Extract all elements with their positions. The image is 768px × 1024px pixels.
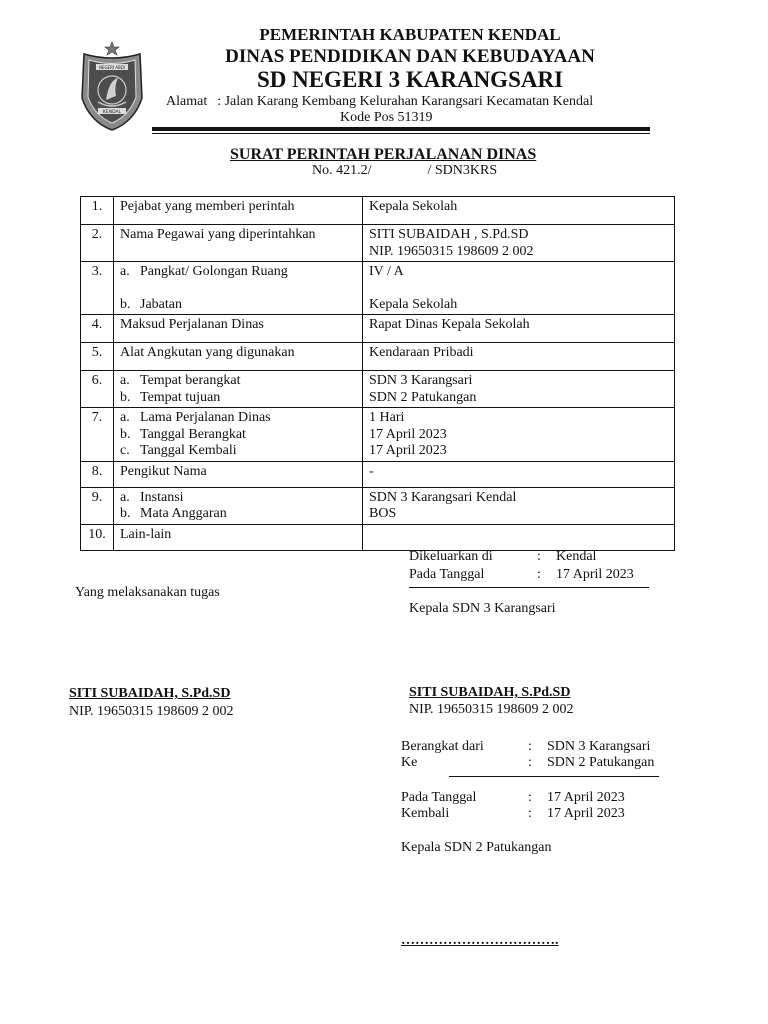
row-label: Alat Angkutan yang digunakan: [114, 343, 363, 371]
svg-text:NEGERI ABDI: NEGERI ABDI: [98, 65, 126, 70]
row-value: [363, 262, 675, 315]
row-number: 2.: [81, 225, 114, 262]
row-value: -: [363, 461, 675, 487]
departure-date: 17 April 2023: [369, 426, 447, 442]
row-value: Kendaraan Pribadi: [363, 343, 675, 371]
header-department: DINAS PENDIDIKAN DAN KEBUDAYAAN: [225, 46, 595, 67]
row-number: 6.: [81, 371, 114, 408]
institution-value: SDN 3 Karangsari Kendal: [369, 489, 517, 505]
sub-label: Tanggal Berangkat: [140, 426, 246, 442]
depart-from-label: Berangkat dari: [401, 739, 484, 754]
row-number: 7.: [81, 408, 114, 462]
row-value: [363, 408, 675, 462]
row-label: [114, 371, 363, 408]
kendal-regency-emblem: [76, 40, 148, 132]
sub-label: Instansi: [140, 489, 184, 505]
return-date: 17 April 2023: [369, 443, 447, 458]
employee-nip: NIP. 19650315 198609 2 002: [369, 243, 534, 259]
sub-label: Tanggal Kembali: [140, 443, 237, 458]
issuer-title: Kepala SDN 3 Karangsari: [409, 601, 556, 616]
sub-label: Lama Perjalanan Dinas: [140, 410, 271, 425]
row-value: [363, 371, 675, 408]
return-label: Kembali: [401, 806, 450, 821]
row-label: Lain-lain: [114, 524, 363, 550]
table-row: [81, 524, 675, 550]
sub-label: Pangkat/ Golongan Ruang: [140, 264, 288, 279]
destination-label: Ke: [401, 755, 418, 770]
sub-letter: a.: [120, 264, 130, 279]
row-label: [114, 487, 363, 524]
row-label: Nama Pegawai yang diperintahkan: [114, 225, 363, 262]
row-number: 10.: [81, 524, 114, 550]
row-value: Kepala Sekolah: [363, 197, 675, 225]
number-prefix: No. 421.2/: [312, 163, 372, 178]
sub-letter: a.: [120, 410, 130, 425]
duration-value: 1 Hari: [369, 410, 405, 425]
row-number: 1.: [81, 197, 114, 225]
table-row: [81, 371, 675, 408]
rank-value: IV / A: [369, 264, 404, 279]
sub-letter: c.: [120, 443, 130, 458]
table-row: [81, 461, 675, 487]
sub-label: Tempat tujuan: [140, 389, 221, 405]
colon: :: [528, 755, 532, 770]
colon: :: [537, 567, 541, 582]
signer-nip: NIP. 19650315 198609 2 002: [409, 702, 574, 717]
executor-nip: NIP. 19650315 198609 2 002: [69, 704, 234, 719]
row-value: Rapat Dinas Kepala Sekolah: [363, 315, 675, 343]
destination-value: SDN 2 Patukangan: [547, 755, 655, 770]
sub-letter: b.: [120, 389, 131, 405]
row-value: [363, 225, 675, 262]
row-value: [363, 487, 675, 524]
issued-date-label: Pada Tanggal: [409, 567, 485, 582]
colon: :: [528, 739, 532, 754]
row-value: [363, 524, 675, 550]
table-row: [81, 408, 675, 462]
travel-order-table: [80, 196, 675, 551]
row-label: Pengikut Nama: [114, 461, 363, 487]
row-number: 8.: [81, 461, 114, 487]
document-number: [312, 163, 497, 179]
sub-letter: b.: [120, 506, 131, 521]
destination-place: SDN 2 Patukangan: [369, 389, 477, 405]
address-label: Alamat: [166, 94, 208, 109]
issued-place-label: Dikeluarkan di: [409, 549, 493, 564]
travel-date-label: Pada Tanggal: [401, 790, 477, 805]
travel-underline: [449, 776, 659, 777]
row-number: 4.: [81, 315, 114, 343]
executor-heading: Yang melaksanakan tugas: [75, 585, 220, 600]
signer-name: SITI SUBAIDAH, S.Pd.SD: [409, 685, 571, 700]
row-label: Maksud Perjalanan Dinas: [114, 315, 363, 343]
employee-name: SITI SUBAIDAH , S.Pd.SD: [369, 227, 529, 242]
return-value: 17 April 2023: [547, 806, 625, 821]
address-value: : Jalan Karang Kembang Kelurahan Karangsari Kecamatan Kendal: [217, 94, 594, 109]
depart-from-value: SDN 3 Karangsari: [547, 739, 651, 754]
sub-letter: b.: [120, 296, 131, 312]
colon: :: [537, 549, 541, 564]
document-title: SURAT PERINTAH PERJALANAN DINAS: [230, 146, 537, 163]
row-number: 9.: [81, 487, 114, 524]
sub-letter: a.: [120, 373, 130, 388]
sub-label: Tempat berangkat: [140, 373, 241, 388]
header-postal-code: Kode Pos 51319: [340, 110, 433, 125]
letterhead-divider-thin: [152, 133, 650, 134]
travel-date-value: 17 April 2023: [547, 790, 625, 805]
signature-blank-line: …………………………….: [401, 933, 559, 948]
table-row: [81, 197, 675, 225]
header-school-name: SD NEGERI 3 KARANGSARI: [256, 67, 564, 92]
issued-date-value: 17 April 2023: [556, 567, 634, 582]
table-row: [81, 315, 675, 343]
row-number: 5.: [81, 343, 114, 371]
header-government: PEMERINTAH KABUPATEN KENDAL: [259, 25, 561, 44]
table-row: [81, 262, 675, 315]
table-row: [81, 225, 675, 262]
position-value: Kepala Sekolah: [369, 296, 458, 312]
departure-place: SDN 3 Karangsari: [369, 373, 473, 388]
sub-label: Mata Anggaran: [140, 506, 227, 521]
table-row: [81, 487, 675, 524]
sub-letter: a.: [120, 489, 130, 505]
sub-label: Jabatan: [140, 296, 182, 312]
table-row: [81, 343, 675, 371]
destination-signer-title: Kepala SDN 2 Patukangan: [401, 840, 552, 855]
issued-place-value: Kendal: [556, 549, 597, 564]
colon: :: [528, 806, 532, 821]
budget-value: BOS: [369, 506, 397, 521]
row-label: [114, 408, 363, 462]
svg-text:KENDAL: KENDAL: [102, 110, 122, 115]
row-label: Pejabat yang memberi perintah: [114, 197, 363, 225]
number-suffix: / SDN3KRS: [427, 163, 498, 178]
header-address: [166, 94, 593, 110]
executor-name: SITI SUBAIDAH, S.Pd.SD: [69, 686, 231, 701]
letterhead-divider-thick: [152, 127, 650, 131]
sub-letter: b.: [120, 426, 131, 442]
row-number: 3.: [81, 262, 114, 315]
row-label: [114, 262, 363, 315]
issue-underline: [409, 587, 649, 588]
colon: :: [528, 790, 532, 805]
